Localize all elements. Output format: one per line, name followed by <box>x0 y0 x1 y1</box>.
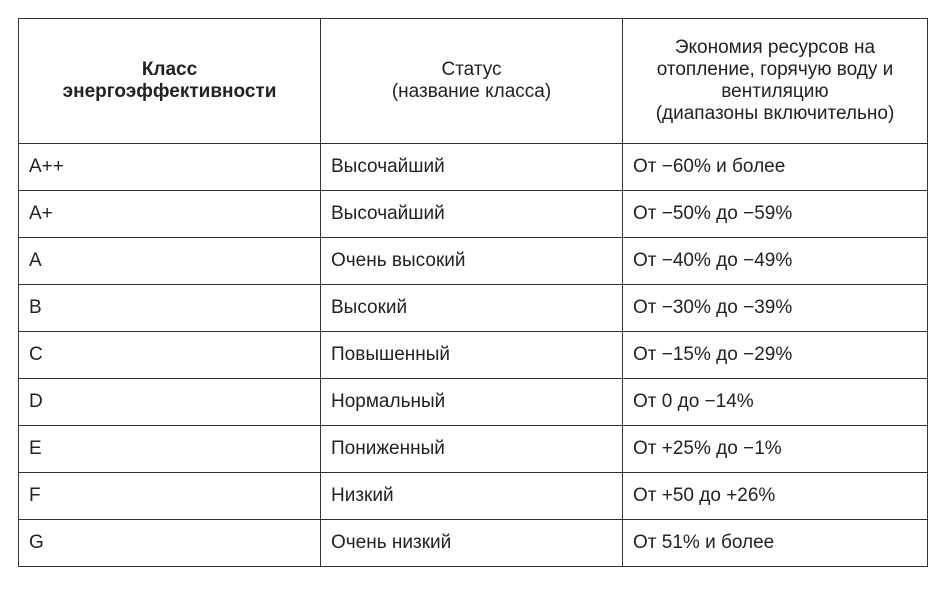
cell-status: Пониженный <box>321 426 623 473</box>
cell-savings: От +50 до +26% <box>623 473 928 520</box>
cell-class: F <box>19 473 321 520</box>
cell-class: C <box>19 332 321 379</box>
energy-efficiency-table <box>18 18 928 567</box>
table-row <box>19 379 928 426</box>
header-row <box>19 19 928 144</box>
table-row <box>19 191 928 238</box>
cell-class: D <box>19 379 321 426</box>
cell-class: E <box>19 426 321 473</box>
table-row <box>19 144 928 191</box>
cell-savings: От −50% до −59% <box>623 191 928 238</box>
cell-status: Высочайший <box>321 144 623 191</box>
table-body <box>19 144 928 567</box>
cell-status: Нормальный <box>321 379 623 426</box>
header-savings: Экономия ресурсов на отопление, горячую воду и вентиляцию (диапазоны включительно) <box>623 19 928 144</box>
cell-status: Низкий <box>321 473 623 520</box>
table-row <box>19 285 928 332</box>
header-status: Статус (название класса) <box>321 19 623 144</box>
cell-savings: От 0 до −14% <box>623 379 928 426</box>
cell-status: Повышенный <box>321 332 623 379</box>
cell-savings: От −30% до −39% <box>623 285 928 332</box>
cell-class: B <box>19 285 321 332</box>
cell-savings: От −60% и более <box>623 144 928 191</box>
table-row <box>19 238 928 285</box>
table-row <box>19 520 928 567</box>
cell-savings: От 51% и более <box>623 520 928 567</box>
cell-class: G <box>19 520 321 567</box>
table-row <box>19 426 928 473</box>
cell-class: A++ <box>19 144 321 191</box>
cell-status: Очень низкий <box>321 520 623 567</box>
cell-savings: От −15% до −29% <box>623 332 928 379</box>
table-row <box>19 473 928 520</box>
cell-savings: От −40% до −49% <box>623 238 928 285</box>
header-class: Класс энергоэффективности <box>19 19 321 144</box>
cell-class: A <box>19 238 321 285</box>
table-header <box>19 19 928 144</box>
table-row <box>19 332 928 379</box>
cell-class: A+ <box>19 191 321 238</box>
cell-savings: От +25% до −1% <box>623 426 928 473</box>
cell-status: Очень высокий <box>321 238 623 285</box>
cell-status: Высочайший <box>321 191 623 238</box>
cell-status: Высокий <box>321 285 623 332</box>
